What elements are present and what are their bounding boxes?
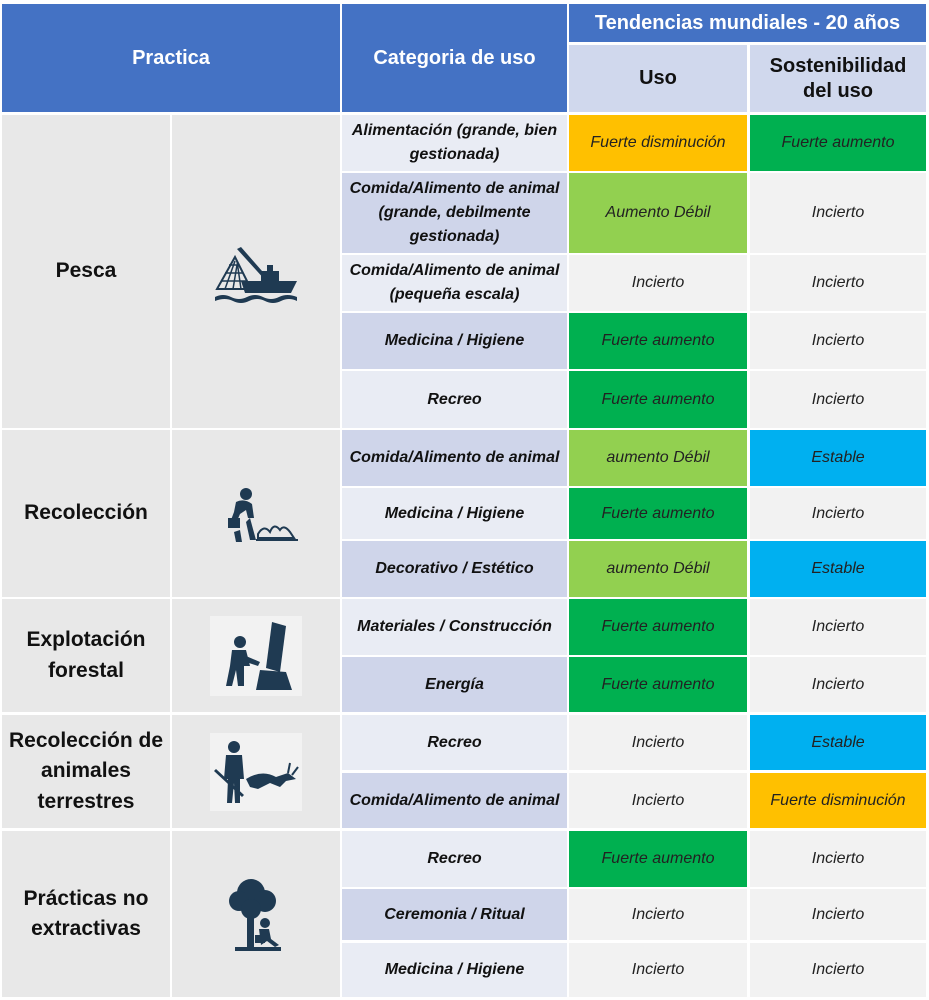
sostenibilidad-cell: Incierto [750,831,926,887]
categoria-cell: Medicina / Higiene [342,313,567,369]
uso-cell: Fuerte aumento [569,657,747,712]
categoria-cell: Alimentación (grande, bien gestionada) [342,115,567,171]
categoria-cell: Recreo [342,715,567,770]
practica-label: Explotación forestal [2,599,170,712]
categoria-cell: Recreo [342,371,567,428]
sostenibilidad-cell: Incierto [750,313,926,369]
logger-icon [210,616,302,696]
practica-icon-cell [172,599,340,712]
categoria-cell: Recreo [342,831,567,887]
uso-cell: Incierto [569,889,747,940]
sostenibilidad-cell: Incierto [750,889,926,940]
practica-icon-cell [172,430,340,597]
sostenibilidad-cell: Fuerte aumento [750,115,926,171]
uso-cell: Incierto [569,773,747,828]
sostenibilidad-cell: Incierto [750,943,926,997]
categoria-cell: Energía [342,657,567,712]
categoria-cell: Comida/Alimento de animal [342,773,567,828]
categoria-cell: Comida/Alimento de animal (grande, debilmente gestionada) [342,173,567,253]
practica-icon-cell [172,115,340,428]
practica-icon-cell [172,831,340,997]
practica-label: Pesca [2,115,170,428]
header-uso: Uso [569,45,747,112]
uso-cell: aumento Débil [569,541,747,597]
sostenibilidad-cell: Estable [750,541,926,597]
categoria-cell: Medicina / Higiene [342,488,567,539]
header-sostenibilidad: Sostenibilidad del uso [750,45,926,112]
uso-cell: Incierto [569,943,747,997]
categoria-cell: Comida/Alimento de animal (pequeña escala) [342,255,567,311]
practica-label: Recolección [2,430,170,597]
uso-cell: Incierto [569,255,747,311]
practica-icon-cell [172,715,340,828]
person-under-tree-icon [221,875,291,953]
categoria-cell: Ceremonia / Ritual [342,889,567,940]
uso-cell: Aumento Débil [569,173,747,253]
gatherer-icon [214,484,298,544]
sostenibilidad-cell: Estable [750,715,926,770]
uso-cell: Fuerte aumento [569,371,747,428]
uso-cell: aumento Débil [569,430,747,486]
uso-cell: Fuerte disminución [569,115,747,171]
sostenibilidad-cell: Incierto [750,599,926,655]
sostenibilidad-cell: Incierto [750,657,926,712]
hunter-icon [210,733,302,811]
practica-label: Prácticas no extractivas [2,831,170,997]
header-categoria: Categoria de uso [342,4,567,112]
fishing-boat-icon [211,237,301,307]
categoria-cell: Medicina / Higiene [342,943,567,997]
uso-cell: Fuerte aumento [569,488,747,539]
uso-cell: Fuerte aumento [569,831,747,887]
sostenibilidad-cell: Fuerte disminución [750,773,926,828]
uso-cell: Fuerte aumento [569,313,747,369]
header-tendencias: Tendencias mundiales - 20 años [569,4,926,42]
sostenibilidad-cell: Incierto [750,255,926,311]
sostenibilidad-cell: Incierto [750,371,926,428]
categoria-cell: Comida/Alimento de animal [342,430,567,486]
uso-cell: Incierto [569,715,747,770]
categoria-cell: Decorativo / Estético [342,541,567,597]
practica-label: Recolección de animales terrestres [2,715,170,828]
uso-cell: Fuerte aumento [569,599,747,655]
categoria-cell: Materiales / Construcción [342,599,567,655]
sostenibilidad-cell: Estable [750,430,926,486]
sostenibilidad-cell: Incierto [750,173,926,253]
header-practica: Practica [2,4,340,112]
sostenibilidad-cell: Incierto [750,488,926,539]
